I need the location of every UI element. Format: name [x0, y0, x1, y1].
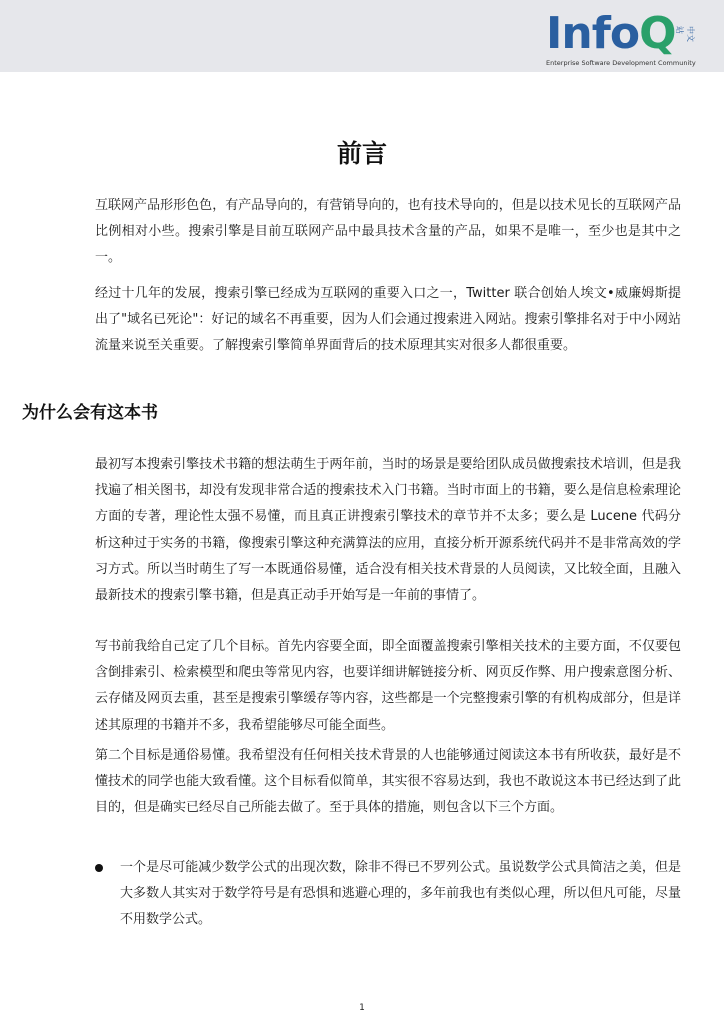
logo-wordmark: [546, 10, 675, 58]
bullet-text: 一个是尽可能减少数学公式的出现次数，除非不得已不罗列公式。虽说数学公式具简洁之美，但是大多数人其实对于数学符号是有恐惧和逃避心理的，多年前我也有类似心理，所以但凡可能，尽量不用数学公式。: [120, 860, 681, 928]
page-number: 1: [359, 1003, 365, 1013]
intro-paragraph: 经过十几年的发展，搜索引擎已经成为互联网的重要入口之一，Twitter 联合创始人埃文•威廉姆斯提出了"域名已死论"：好记的域名不再重要，因为人们会通过搜索进入网站。搜索引擎排名对于中小网站流量来说至关重要。了解搜索引擎简单界面背后的技术原理其实对很多人都很重要。: [95, 286, 681, 354]
logo-q-letter: Q: [639, 8, 676, 59]
section-paragraph: 第二个目标是通俗易懂。我希望没有任何相关技术背景的人也能够通过阅读这本书有所收获，最好是不懂技术的同学也能大致看懂。这个目标看似简单，其实很不容易达到，我也不敢说这本书已经达到了此目的，但是确实已经尽自己所能去做了。至于具体的措施，则包含以下三个方面。: [95, 748, 681, 816]
infoq-logo: [546, 10, 716, 68]
logo-side-text: 中文站: [675, 26, 695, 42]
section-paragraph: 写书前我给自己定了几个目标。首先内容要全面，即全面覆盖搜索引擎相关技术的主要方面，不仅要包含倒排索引、检索模型和爬虫等常见内容，也要详细讲解链接分析、网页反作弊、用户搜索意图分析、云存储及网页去重，甚至是搜索引擎缓存等内容，这些都是一个完整搜索引擎的有机构成部分，但是详述其原理的书籍并不多，我希望能够尽可能全面些。: [95, 639, 681, 733]
logo-tagline: Enterprise Software Development Community: [546, 59, 696, 67]
section-heading: 为什么会有这本书: [22, 403, 158, 423]
bullet-dot-icon: [95, 864, 103, 872]
page-title: 前言: [336, 139, 387, 168]
logo-main-text: Info: [546, 8, 640, 59]
intro-paragraph: 互联网产品形形色色，有产品导向的，有营销导向的，也有技术导向的，但是以技术见长的互联网产品比例相对小些。搜索引擎是目前互联网产品中最具技术含量的产品，如果不是唯一，至少也是其中之一。: [95, 198, 681, 266]
section-paragraph: 最初写本搜索引擎技术书籍的想法萌生于两年前，当时的场景是要给团队成员做搜索技术培训，但是我找遍了相关图书，却没有发现非常合适的搜索技术入门书籍。当时市面上的书籍，要么是信息检索理论方面的专著，理论性太强不易懂，而且真正讲搜索引擎技术的章节并不太多；要么是 Lucene 代码分析这种过于实务的书籍，像搜索引擎这种充满算法的应用，直接分析开源系统代码并不是非常高效的学习方式。所以当时萌生了写一本既通俗易懂，适合没有相关技术背景的人员阅读，又比较全面，且融入最新技术的搜索引擎书籍，但是真正动手开始写是一年前的事情了。: [95, 457, 681, 604]
